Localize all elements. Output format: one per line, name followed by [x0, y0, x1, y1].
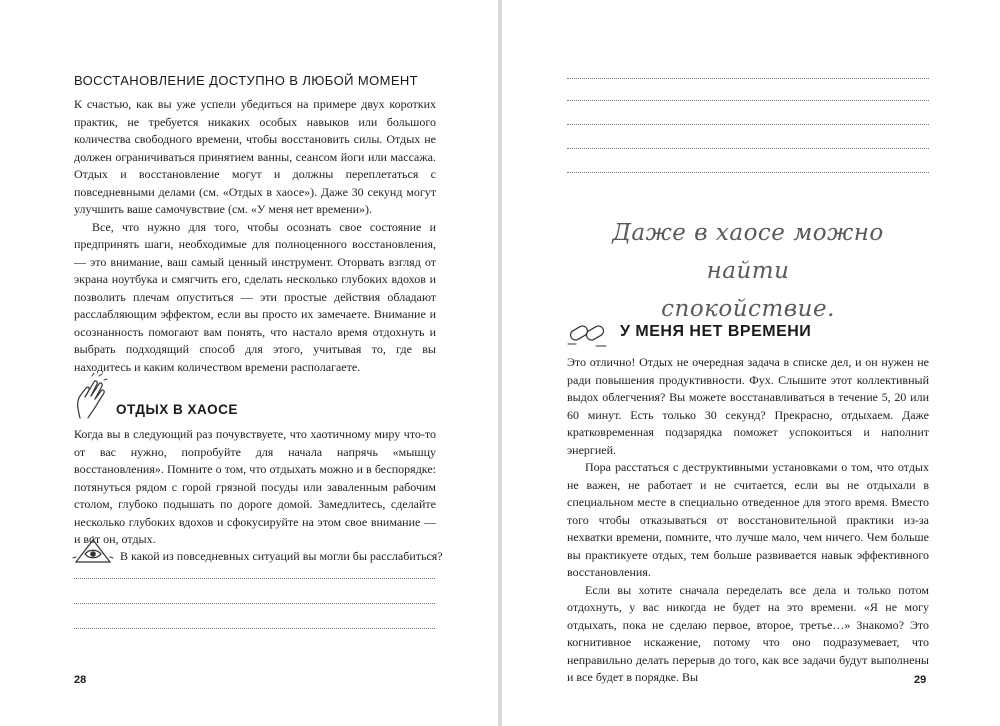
eye-pyramid-icon	[72, 536, 114, 566]
right-paragraph-3: Если вы хотите сначала переделать все дела и только потом отдохнуть, у вас никогда не будет на это времени. «Я не могу отдыхать, пока не сделаю первое, второе, третье…» Знакомо? Это когнитивное искажение, потому что оно подразумевает, что неправильно делать перерыв до того, как все задачи будут выполнены и все будет в порядке. Вы	[567, 582, 929, 684]
right-body	[567, 354, 929, 687]
left-paragraph-1: К счастью, как вы уже успели убедиться на примере двух коротких практик, не требуется никаких особых навыков или большого количества свободного времени, чтобы восстановить силы. Отдых не должен ограничиваться принятием ванны, сеансом йоги или массажа. Отдых и восстановление могут и должны переплетаться с повседневными делами (см. «Отдых в хаосе»). Даже 30 секунд могут улучшить ваше самочувствие (см. «У меня нет времени»).	[74, 97, 436, 216]
answer-line-1[interactable]	[74, 578, 435, 579]
prompt-question: В какой из повседневных ситуаций вы могли бы расслабиться?	[120, 549, 443, 563]
notes-line-1[interactable]	[567, 78, 929, 79]
left-body	[74, 96, 436, 376]
left-paragraph-2: Все, что нужно для того, чтобы осознать свое состояние и предпринять шаги, необходимые для полноценного восстановления, — это внимание, ваш самый ценный инструмент. Оторвать взгляд от экрана ноутбука и смягчить его, сделать несколько глубоких вдохов и позволить плечам опуститься — эти простые действия обладают расслабляющим эффектом, если вы просто их замечаете. Внимание и осознанность помогают вам понять, что настало время отдохнуть и выбрать подходящий способ для этого, учитывая то, где вы находитесь и каким количеством времени располагаете.	[74, 219, 436, 374]
notes-line-4[interactable]	[567, 148, 929, 149]
notes-line-2[interactable]	[567, 100, 929, 101]
answer-line-3[interactable]	[74, 628, 435, 629]
chain-links-icon	[566, 318, 612, 348]
subsection-paragraph: Когда вы в следующий раз почувствуете, что хаотичному миру что-то от вас нужно, попробуйте для начала напрячь «мышцу восстановления». Помните о том, что отдыхать можно и в беспорядке: потянуться рядом с горой грязной посуды или заваленным рабочим столом, глубоко подышать по дороге домой. Замедлитесь, сделайте несколько глубоких вдохов и сфокусируйте на этом свое внимание — и вот он, отдых.	[74, 427, 436, 546]
page-number-right: 29	[914, 674, 927, 686]
pull-quote	[567, 214, 929, 328]
pull-quote-line-2: спокойствие.	[661, 296, 835, 322]
section-heading: ВОССТАНОВЛЕНИЕ ДОСТУПНО В ЛЮБОЙ МОМЕНТ	[74, 73, 419, 88]
subsection-title: ОТДЫХ В ХАОСЕ	[116, 402, 238, 417]
waving-hand-icon	[72, 372, 112, 422]
left-page	[0, 0, 498, 726]
subsection-title-right: У МЕНЯ НЕТ ВРЕМЕНИ	[620, 323, 812, 340]
answer-line-2[interactable]	[74, 603, 435, 604]
notes-line-5[interactable]	[567, 172, 929, 173]
pull-quote-line-1: Даже в хаосе можно найти	[612, 220, 884, 284]
notes-line-3[interactable]	[567, 124, 929, 125]
right-paragraph-2: Пора расстаться с деструктивными установками о том, что отдых не важен, не работает и не считается, если вы не отдыхали в специальном месте в специально отведенное для этого время. Вместо того чтобы отказываться от восстановительной практики из-за нехватки времени, помните, что лучше мало, чем ничего. Чем больше вы практикуете отдых, тем больше развивается навык эффективного восстановления.	[567, 460, 929, 579]
right-paragraph-1: Это отлично! Отдых не очередная задача в списке дел, и он нужен не ради повышения продуктивности. Фух. Слышите этот коллективный выдох облегчения? Вы можете восстанавливаться в течение 5, 20 или 60 минут. Есть только 30 секунд? Прекрасно, отдыхаем. Даже кратковременная подзарядка поможет успокоиться и наполнит энергией.	[567, 355, 929, 457]
page-number-left: 28	[74, 674, 87, 686]
subsection-body	[74, 426, 436, 549]
right-page	[502, 0, 1000, 726]
